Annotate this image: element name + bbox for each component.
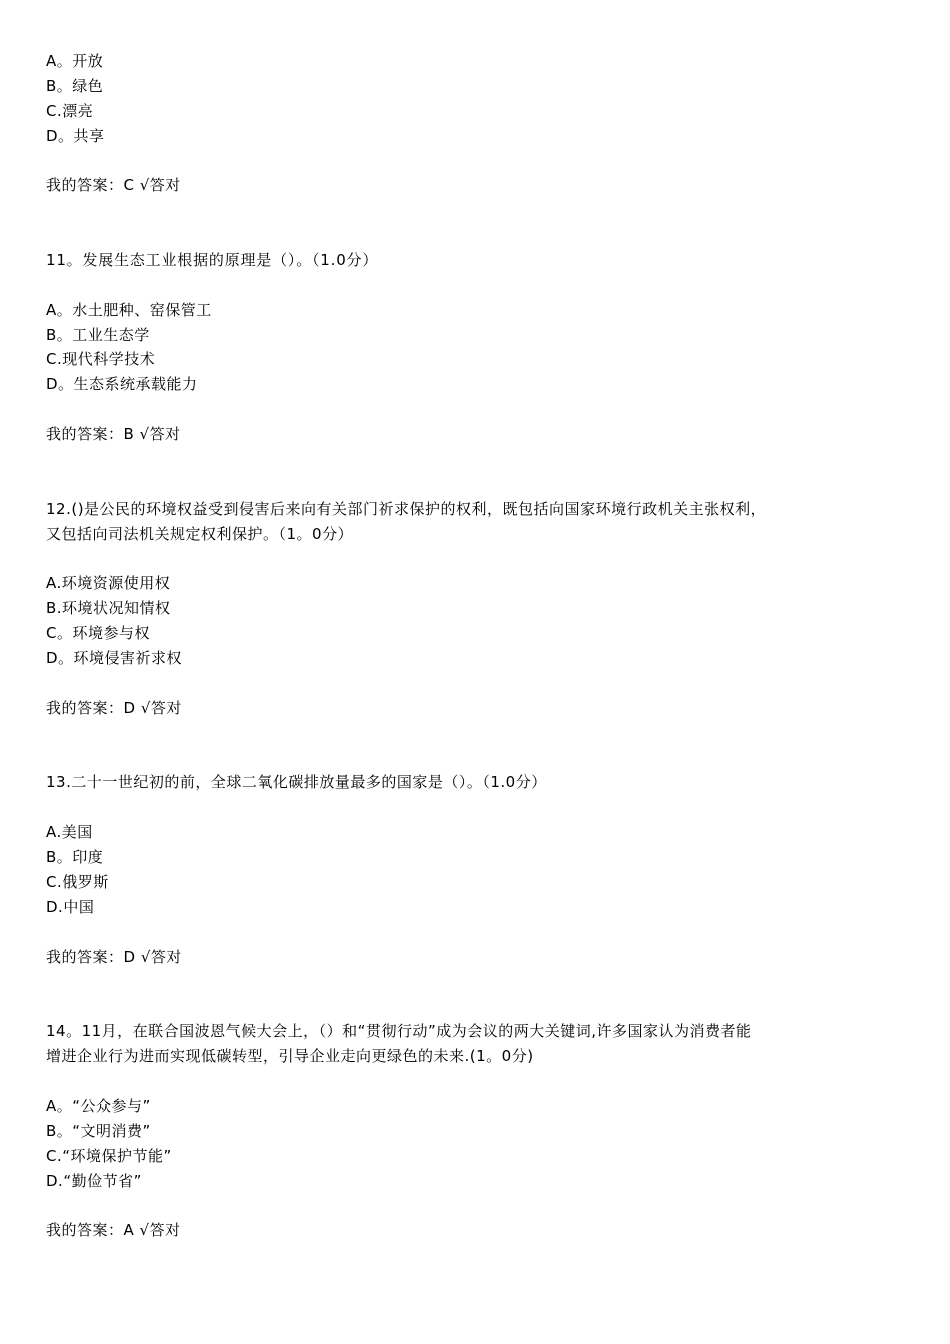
q12-stem-line2: 又包括向司法机关规定权利保护。（1。0分） bbox=[46, 525, 354, 543]
q11-option-d: D。生态系统承载能力 bbox=[46, 375, 198, 393]
q12-option-b: B.环境状况知情权 bbox=[46, 599, 171, 617]
q12-option-c: C。环境参与权 bbox=[46, 624, 150, 642]
q10-option-a: A。开放 bbox=[46, 52, 104, 70]
q13-option-b: B。印度 bbox=[46, 848, 104, 866]
q10-option-d: D。共享 bbox=[46, 127, 105, 145]
q11-option-b: B。工业生态学 bbox=[46, 326, 150, 344]
q14-option-b: B。“文明消费” bbox=[46, 1122, 151, 1140]
q12-option-a: A.环境资源使用权 bbox=[46, 574, 171, 592]
q11-answer: 我的答案：B √答对 bbox=[46, 425, 181, 443]
q12-answer: 我的答案：D √答对 bbox=[46, 699, 182, 717]
q14-option-c: C.“环境保护节能” bbox=[46, 1147, 172, 1165]
q14-stem-line2: 增进企业行为进而实现低碳转型，引导企业走向更绿色的未来.(1。0分) bbox=[46, 1047, 534, 1065]
q14-answer: 我的答案：A √答对 bbox=[46, 1221, 181, 1239]
q13-option-a: A.美国 bbox=[46, 823, 93, 841]
q12-stem-line1: 12.()是公民的环境权益受到侵害后来向有关部门祈求保护的权利，既包括向国家环境行政机关主张权利， bbox=[46, 500, 767, 518]
q10-answer: 我的答案：C √答对 bbox=[46, 176, 181, 194]
q11-option-a: A。水土肥种、窑保管工 bbox=[46, 301, 212, 319]
q13-answer: 我的答案：D √答对 bbox=[46, 948, 182, 966]
q10-option-b: B。绿色 bbox=[46, 77, 104, 95]
q13-stem: 13.二十一世纪初的前，全球二氧化碳排放量最多的国家是（）。（1.0分） bbox=[46, 773, 547, 791]
q13-option-c: C.俄罗斯 bbox=[46, 873, 109, 891]
q14-option-d: D.“勤俭节省” bbox=[46, 1172, 142, 1190]
q11-option-c: C.现代科学技术 bbox=[46, 350, 156, 368]
q13-option-d: D.中国 bbox=[46, 898, 95, 916]
q14-stem-line1: 14。11月，在联合国波恩气候大会上，（）和“贯彻行动”成为会议的两大关键词,许多国家认为消费者能 bbox=[46, 1022, 752, 1040]
q10-option-c: C.漂亮 bbox=[46, 102, 94, 120]
q12-option-d: D。环境侵害祈求权 bbox=[46, 649, 183, 667]
q14-option-a: A。“公众参与” bbox=[46, 1097, 151, 1115]
q11-stem: 11。发展生态工业根据的原理是（）。（1.0分） bbox=[46, 251, 379, 269]
